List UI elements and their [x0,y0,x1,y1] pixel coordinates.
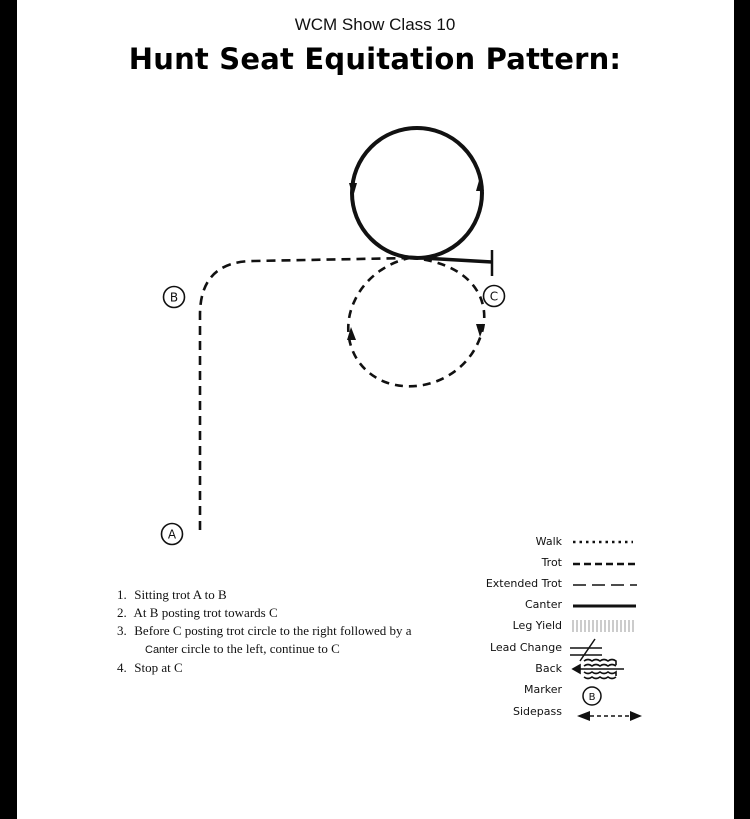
trot-path-a-to-c [200,258,410,530]
step-number: 2. [117,605,127,620]
marker-c-label: C [489,289,499,304]
instruction-step-4 [117,659,477,677]
legend-walk-label: Walk [535,535,562,548]
legend-sidepass-label: Sidepass [513,705,562,718]
canter-circle [352,128,482,258]
pattern-instructions [117,586,477,677]
legend-canter-label: Canter [525,598,562,611]
legend-back-label: Back [535,662,562,675]
instruction-step-3 [117,622,477,640]
step-text: Stop at C [134,660,183,675]
legend-trot-label: Trot [541,556,562,569]
marker-b [164,287,185,308]
marker-a [162,524,183,545]
marker-b-label: B [169,290,179,305]
legend-sidepass-symbol [577,711,642,721]
pattern-title: Hunt Seat Equitation Pattern: [128,42,622,76]
legend-back-symbol [573,660,624,679]
marker-c [484,286,505,307]
legend-lead-change-symbol [570,639,602,661]
legend-leg-yield-symbol [573,620,633,632]
step-text: Sitting trot A to B [134,587,227,602]
legend-leg-yield-label: Leg Yield [512,619,562,632]
legend-marker-example: B [588,692,596,703]
step-number: 3. [117,623,127,638]
marker-a-label: A [167,527,177,542]
step-number: 4. [117,660,127,675]
legend-marker-label: Marker [523,683,562,696]
step-text-continued: circle to the left, continue to C [181,641,340,656]
step-text: At B posting trot towards C [133,605,278,620]
trot-circle [348,258,484,386]
legend-lead-change-label: Lead Change [489,641,562,654]
class-subtitle: WCM Show Class 10 [294,15,456,34]
step-number: 1. [117,587,127,602]
instruction-step-1 [117,586,477,604]
instruction-step-3-continued [117,640,477,659]
legend-marker-symbol [583,687,601,705]
legend-extended-trot-label: Extended Trot [485,577,562,590]
gait-word-canter: Canter [145,644,179,656]
step-text: Before C posting trot circle to the right followed by a [134,623,412,638]
instruction-step-2 [117,604,477,622]
canter-line-to-c [405,257,492,262]
